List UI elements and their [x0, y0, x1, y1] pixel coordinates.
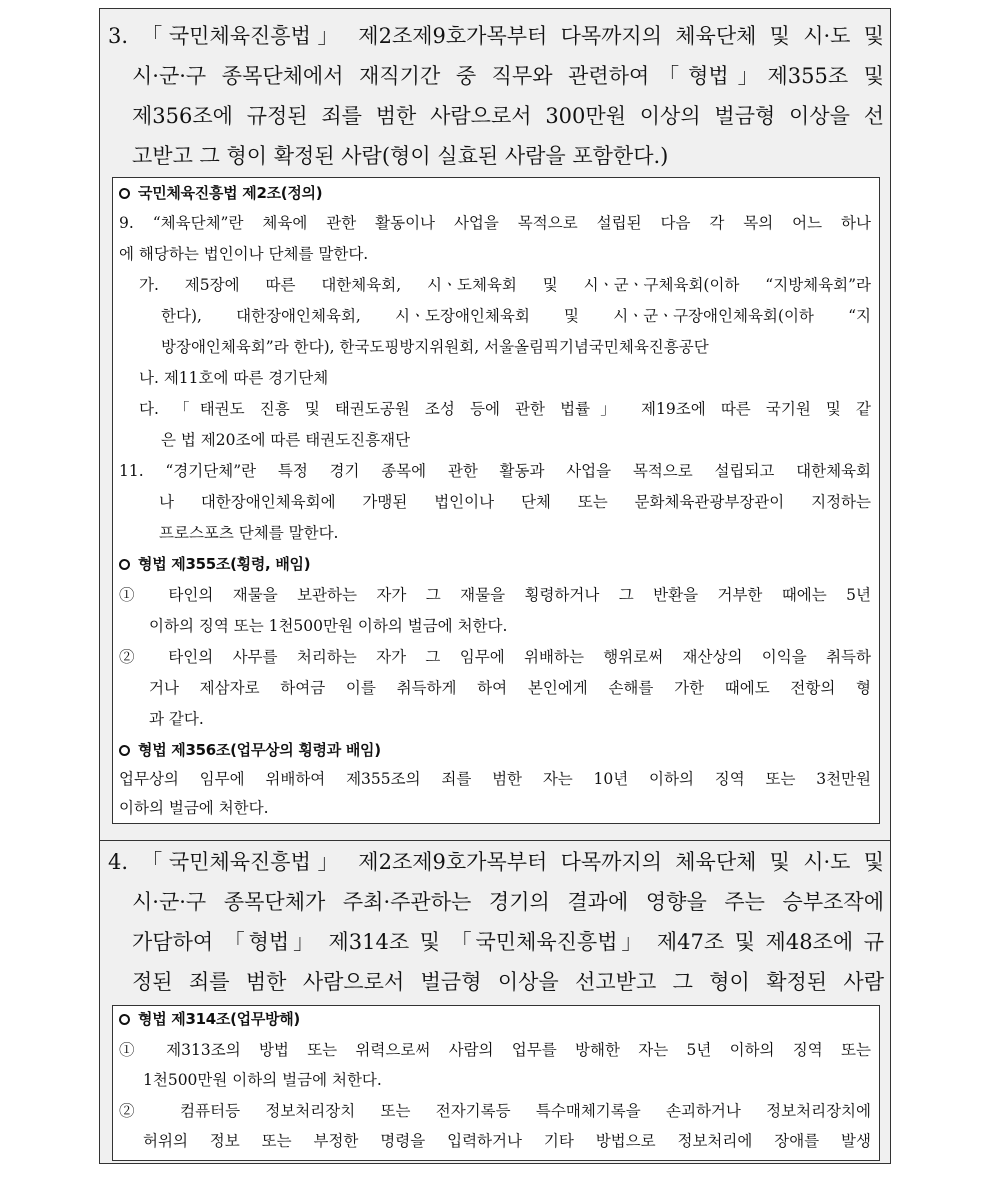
law-text-line: 나 대한장애인체육회에 가맹된 법인이나 단체 또는 문화체육관광부장관이 지정하는	[159, 493, 871, 511]
law-text-line: 방장애인체육회”라 한다), 한국도핑방지위원회, 서울올림픽기념국민체육진흥공단	[161, 338, 709, 356]
section-title-text: 형법 제355조(횡령, 배임)	[138, 555, 311, 573]
law-text-line: 11. “경기단체”란 특정 경기 종목에 관한 활동과 사업을 목적으로 설립되고 대한체육회	[119, 462, 871, 480]
law-text-line: 가. 제5장에 따른 대한체육회, 시ㆍ도체육회 및 시ㆍ군ㆍ구체육회(이하 “지방체육회”라	[139, 276, 871, 294]
law-text-line: ② 컴퓨터등 정보처리장치 또는 전자기록등 특수매체기록을 손괴하거나 정보처리장치에	[119, 1102, 871, 1120]
law-text-line: 다. 「태권도 진흥 및 태권도공원 조성 등에 관한 법률」 제19조에 따른 국기원 및 같	[139, 400, 871, 418]
law-text-line: 에 해당하는 법인이나 단체를 말한다.	[119, 245, 369, 263]
heading-line: 가담하여 「형법」 제314조 및 「국민체육진흥법」 제47조 및 제48조에 규	[132, 930, 884, 954]
circle-bullet-icon	[119, 559, 130, 570]
document-frame	[99, 8, 891, 1164]
section-title-text: 국민체육진흥법 제2조(정의)	[138, 184, 323, 202]
law-text-line: ① 타인의 재물을 보관하는 자가 그 재물을 횡령하거나 그 반환을 거부한 때에는 5년	[119, 586, 871, 604]
law-text-line: 1천500만원 이하의 벌금에 처한다.	[143, 1071, 382, 1089]
section-title	[119, 549, 871, 580]
circle-bullet-icon	[119, 188, 130, 199]
section-title	[119, 1004, 871, 1035]
law-text-line: 9. “체육단체”란 체육에 관한 활동이나 사업을 목적으로 설립된 다음 각 목의 어느 하나	[119, 214, 871, 232]
heading-line: 고받고 그 형이 확정된 사람(형이 실효된 사람을 포함한다.)	[132, 144, 669, 168]
heading-line: 제356조에 규정된 죄를 범한 사람으로서 300만원 이상의 벌금형 이상을 선	[132, 104, 884, 128]
circle-bullet-icon	[119, 745, 130, 756]
heading-line: 3. 「국민체육진흥법」 제2조제9호가목부터 다목까지의 체육단체 및 시·도 및	[108, 24, 884, 48]
heading-line: 정된 죄를 범한 사람으로서 벌금형 이상을 선고받고 그 형이 확정된 사람	[132, 970, 884, 994]
law-text-line: 한다), 대한장애인체육회, 시ㆍ도장애인체육회 및 시ㆍ군ㆍ구장애인체육회(이하 “지	[161, 307, 871, 325]
heading-line: 시·군·구 종목단체에서 재직기간 중 직무와 관련하여「형법」제355조 및	[132, 64, 884, 88]
law-text-line: 은 법 제20조에 따른 태권도진흥재단	[161, 431, 411, 449]
law-text-line: 나. 제11호에 따른 경기단체	[139, 369, 329, 387]
law-text-line: 과 같다.	[149, 710, 204, 728]
section-title	[119, 735, 871, 766]
law-text-line: 프로스포츠 단체를 말한다.	[159, 524, 339, 542]
law-text-line: 이하의 징역 또는 1천500만원 이하의 벌금에 처한다.	[149, 617, 508, 635]
section-title-text: 형법 제356조(업무상의 횡령과 배임)	[138, 741, 381, 759]
heading-line: 4. 「국민체육진흥법」 제2조제9호가목부터 다목까지의 체육단체 및 시·도 및	[108, 850, 884, 874]
law-text-line: 허위의 정보 또는 부정한 명령을 입력하거나 기타 방법으로 정보처리에 장애를 발생	[143, 1132, 871, 1150]
heading-line: 시·군·구 종목단체가 주최·주관하는 경기의 결과에 영향을 주는 승부조작에	[132, 890, 884, 914]
reference-box-item-3	[112, 177, 880, 824]
item-4-block	[100, 841, 890, 1163]
item-3-heading	[108, 16, 884, 176]
circle-bullet-icon	[119, 1014, 130, 1025]
section-title-text: 형법 제314조(업무방해)	[138, 1010, 300, 1028]
law-text-line: ② 타인의 사무를 처리하는 자가 그 임무에 위배하는 행위로써 재산상의 이익을 취득하	[119, 648, 871, 666]
item-4-heading	[108, 842, 884, 1002]
law-text-line: 거나 제삼자로 하여금 이를 취득하게 하여 본인에게 손해를 가한 때에도 전항의 형	[149, 679, 871, 697]
reference-box-item-4	[112, 1005, 880, 1161]
law-text-line: 업무상의 임무에 위배하여 제355조의 죄를 범한 자는 10년 이하의 징역 또는 3천만원	[119, 770, 871, 788]
law-text-line: ① 제313조의 방법 또는 위력으로써 사람의 업무를 방해한 자는 5년 이하의 징역 또는	[119, 1041, 871, 1059]
section-title	[119, 178, 871, 209]
law-text-line: 이하의 벌금에 처한다.	[119, 799, 269, 817]
item-3-block	[100, 9, 890, 841]
